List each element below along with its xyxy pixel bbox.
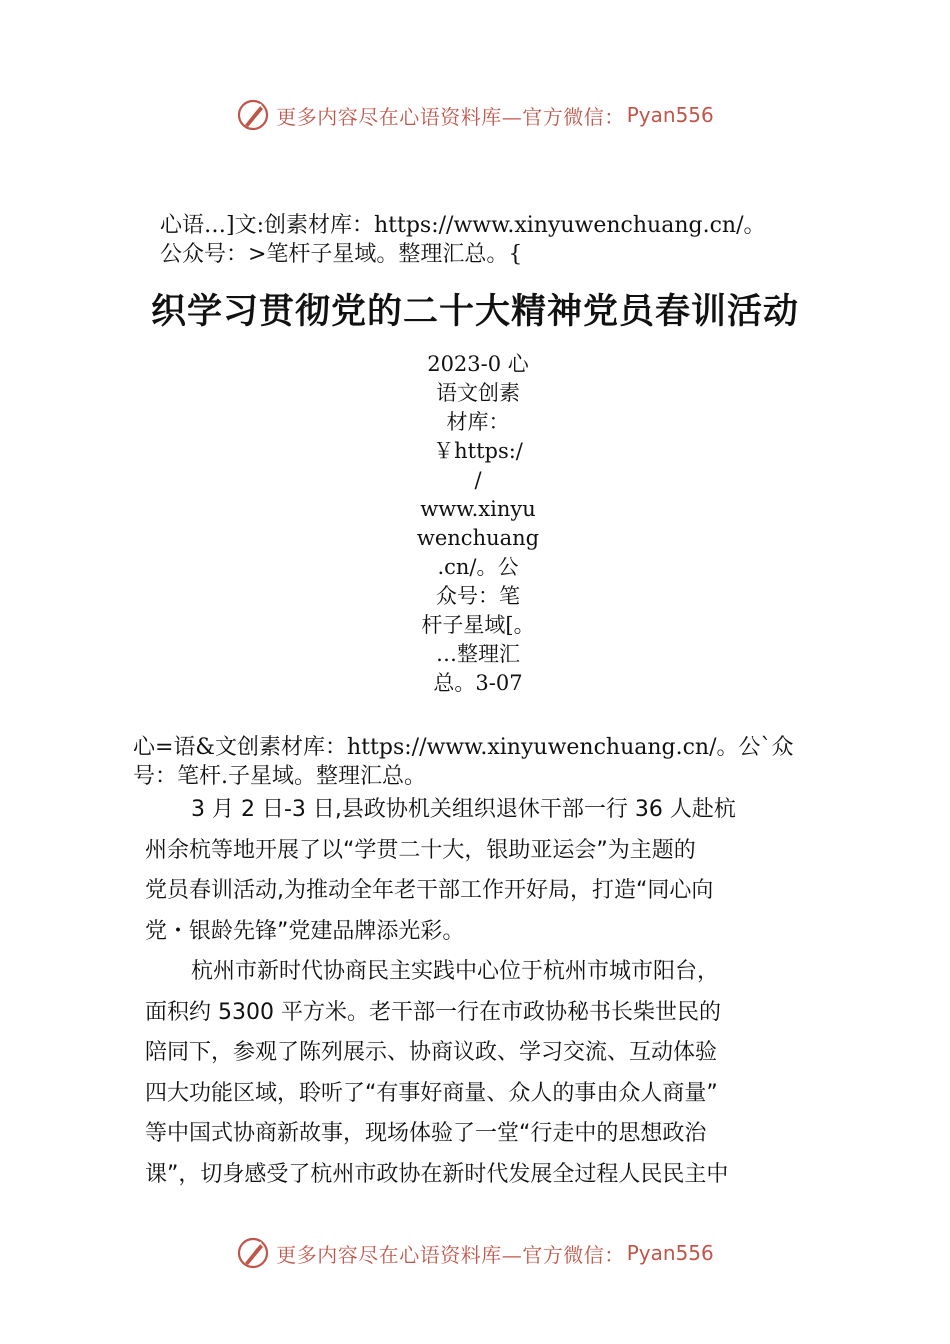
date-column-line: 杆子星域[。 [421,613,535,637]
source-note-line: 心语…]文:创素材库：https://www.xinyuwenchuang.cn/。 [160,213,766,238]
paragraph-line: 州余杭等地开展了以“学贯二十大，银助亚运会”为主题的 [145,837,696,863]
date-column-line: / [474,468,482,492]
paragraph-line: 党员春训活动,为推动全年老干部工作开好局，打造“同心向 [145,878,714,903]
banner-text: 更多内容尽在心语资料库—官方微信： [276,104,625,129]
date-column-line: www.xinyu [420,497,536,521]
paragraph-2 [145,952,815,1195]
paragraph-line: 面积约 5300 平方米。老干部一行在市政协秘书长柴世民的 [145,999,721,1025]
date-column-line: 材库： [446,410,510,434]
paragraph-1 [145,790,815,952]
header-banner [0,95,950,135]
date-column-line: ￥https:/ [433,439,523,463]
paragraph-line: 四大功能区域，聆听了“有事好商量、众人的事由众人商量” [145,1080,718,1106]
article-body [145,790,815,1195]
date-column-line: 总。3-07 [433,671,523,695]
source-note-line: 公众号：>笔杆子星域。整理汇总。{ [160,242,523,267]
banner-text: 更多内容尽在心语资料库—官方微信： [276,1242,625,1267]
paragraph-line: 课”，切身感受了杭州市政协在新时代发展全过程人民民主中 [145,1161,729,1187]
quill-logo-icon [236,98,270,132]
paragraph-line: 3 月 2 日-3 日,县政协机关组织退休干部一行 36 人赴杭 [191,797,736,822]
date-column-line: 2023-0 心 [427,352,529,376]
source-note-middle [133,733,853,791]
source-note-top [160,211,860,269]
document-title: 织学习贯彻党的二十大精神党员春训活动 [150,292,799,332]
date-column-line: wenchuang [416,526,540,550]
paragraph-line: 杭州市新时代协商民主实践中心位于杭州市城市阳台， [191,959,720,984]
banner-wechat-id: Pyan556 [626,1241,714,1265]
source-note-line: 号：笔杆.子星域。整理汇总。 [133,764,426,789]
date-column-line: 众号：笔 [436,584,520,608]
paragraph-line: 陪同下，参观了陈列展示、协商议政、学习交流、互动体验 [145,1040,718,1065]
source-note-line: 心=语&文创素材库：https://www.xinyuwenchuang.cn/。公`众 [133,735,794,760]
footer-banner [0,1233,950,1273]
paragraph-line: 党・银龄先锋”党建品牌添光彩。 [145,918,465,944]
date-column-line: 语文创素 [436,381,520,405]
quill-logo-icon [236,1236,270,1270]
banner-wechat-id: Pyan556 [626,103,714,127]
date-column [408,350,548,698]
paragraph-line: 等中国式协商新故事，现场体验了一堂“行走中的思想政治 [145,1121,707,1146]
date-column-line: …整理汇 [436,642,520,666]
date-column-line: .cn/。公 [437,555,519,579]
